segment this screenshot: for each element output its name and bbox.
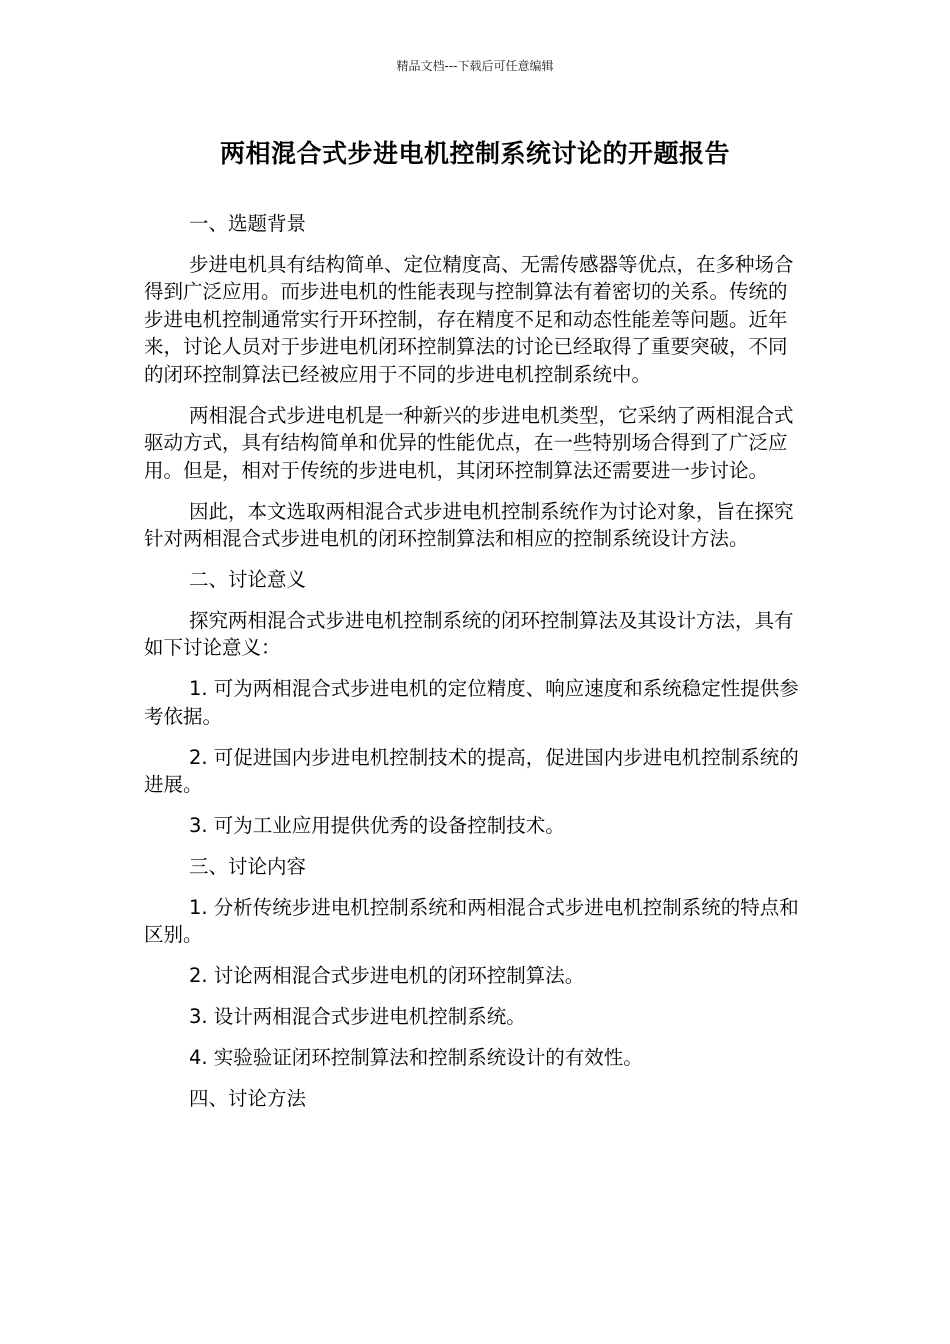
list-item: 4. 实验验证闭环控制算法和控制系统设计的有效性。 bbox=[189, 1046, 643, 1069]
paragraph: 两相混合式步进电机是一种新兴的步进电机类型，它采纳了两相混合式驱动方式，具有结构简单和优异的性能优点，在一些特别场合得到了广泛应用。但是，相对于传统的步进电机，其闭环控制算法还需要进一步讨论。 bbox=[144, 403, 794, 482]
list-item: 2. 讨论两相混合式步进电机的闭环控制算法。 bbox=[189, 964, 585, 987]
section-heading-method: 四、讨论方法 bbox=[189, 1087, 307, 1110]
section-heading-significance: 二、讨论意义 bbox=[189, 568, 307, 591]
list-item: 3. 可为工业应用提供优秀的设备控制技术。 bbox=[189, 814, 565, 837]
list-item: 1. 可为两相混合式步进电机的定位精度、响应速度和系统稳定性提供参考依据。 bbox=[144, 677, 799, 728]
section-heading-content: 三、讨论内容 bbox=[189, 855, 307, 878]
paragraph: 因此，本文选取两相混合式步进电机控制系统作为讨论对象，旨在探究针对两相混合式步进电机的闭环控制算法和相应的控制系统设计方法。 bbox=[144, 499, 794, 550]
document-title: 两相混合式步进电机控制系统讨论的开题报告 bbox=[219, 139, 730, 168]
paragraph: 探究两相混合式步进电机控制系统的闭环控制算法及其设计方法，具有如下讨论意义： bbox=[144, 608, 794, 659]
paragraph: 步进电机具有结构简单、定位精度高、无需传感器等优点，在多种场合得到广泛应用。而步进电机的性能表现与控制算法有着密切的关系。传统的步进电机控制通常实行开环控制，存在精度不足和动态性能差等问题。近年来，讨论人员对于步进电机闭环控制算法的讨论已经取得了重要突破，不同的闭环控制算法已经被应用于不同的步进电机控制系统中。 bbox=[144, 252, 794, 386]
document-body bbox=[144, 210, 804, 1126]
page-header-watermark: 精品文档---下载后可任意编辑 bbox=[396, 59, 554, 73]
list-item: 1. 分析传统步进电机控制系统和两相混合式步进电机控制系统的特点和区别。 bbox=[144, 895, 799, 946]
list-item: 3. 设计两相混合式步进电机控制系统。 bbox=[189, 1005, 526, 1028]
section-heading-background: 一、选题背景 bbox=[189, 212, 307, 235]
list-item: 2. 可促进国内步进电机控制技术的提高，促进国内步进电机控制系统的进展。 bbox=[144, 745, 799, 796]
